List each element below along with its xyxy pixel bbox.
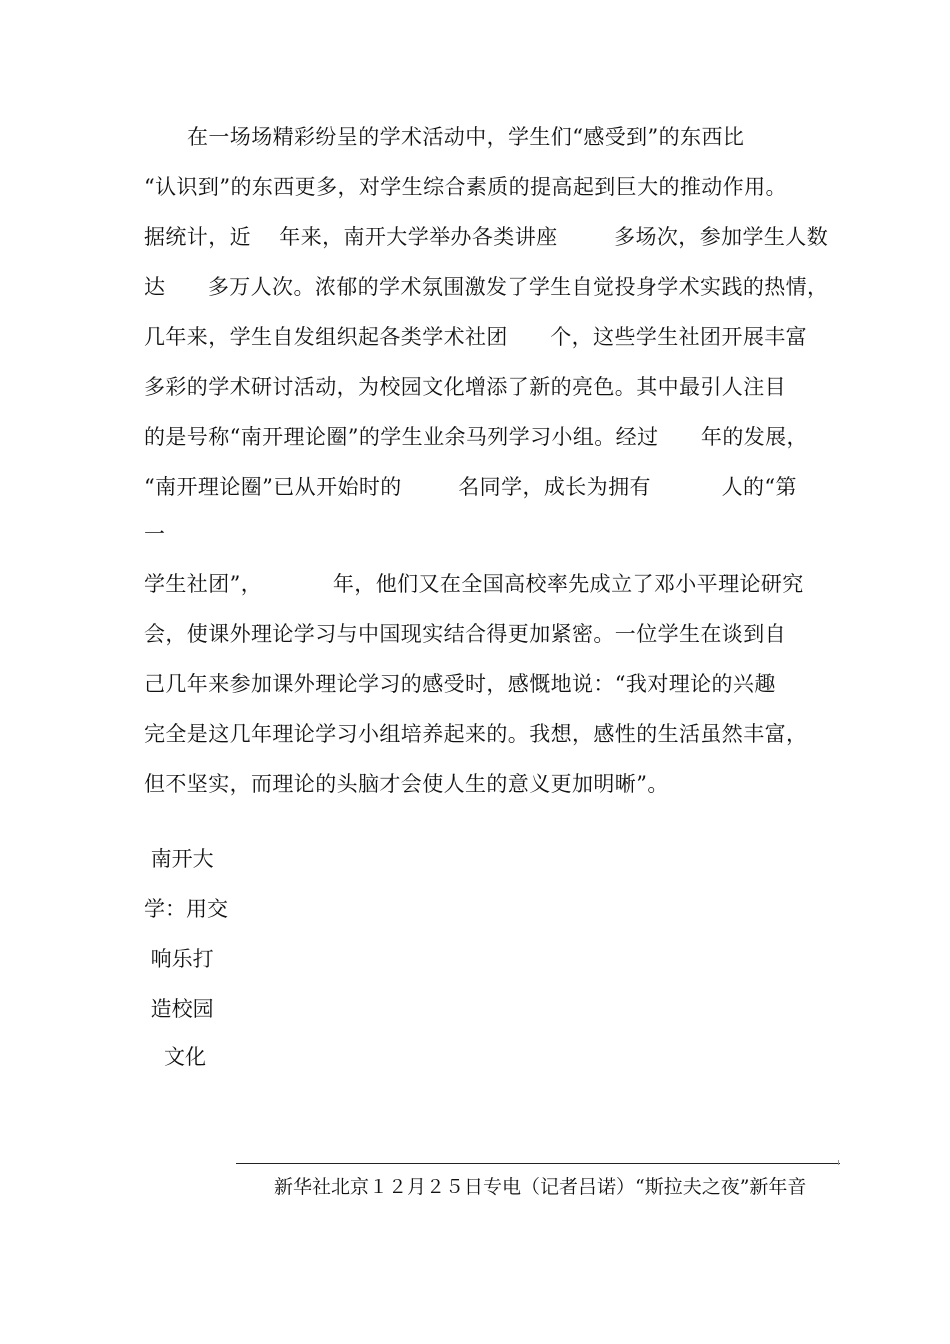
paragraph-line: 据统计，近 年来，南开大学举办各类讲座 多场次，参加学生人数 [144, 225, 829, 249]
horizontal-rule [236, 1163, 840, 1164]
news-dateline: 新华社北京１２月２５日专电（记者吕诺）“斯拉夫之夜”新年音 [274, 1176, 807, 1198]
paragraph-line: “南开理论圈”已从开始时的 名同学，成长为拥有 人的“第 [144, 475, 797, 499]
paragraph-line: 多彩的学术研讨活动，为校园文化增添了新的亮色。其中最引人注目 [144, 375, 786, 399]
section-title-line: 文化 [144, 1045, 207, 1069]
section-title-line: 造校园 [144, 997, 214, 1021]
paragraph-line: 会，使课外理论学习与中国现实结合得更加紧密。一位学生在谈到自 [144, 622, 786, 646]
paragraph-line: 但不坚实，而理论的头脑才会使人生的意义更加明晰”。 [144, 772, 669, 796]
paragraph-line: 的是号称“南开理论圈”的学生业余马列学习小组。经过 年的发展， [144, 425, 808, 449]
paragraph-line: 一 [144, 522, 166, 546]
section-title-line: 南开大 [144, 847, 214, 871]
paragraph-line: 达 多万人次。浓郁的学术氛围激发了学生自觉投身学术实践的热情， [144, 275, 829, 299]
paragraph-line: 在一场场精彩纷呈的学术活动中，学生们“感受到”的东西比 [187, 125, 745, 149]
section-title-line: 学：用交 [144, 897, 228, 921]
paragraph-line: 几年来，学生自发组织起各类学术社团 个，这些学生社团开展丰富 [144, 325, 808, 349]
paragraph-line: 完全是这几年理论学习小组培养起来的。我想，感性的生活虽然丰富， [144, 722, 808, 746]
paragraph-line: “认识到”的东西更多，对学生综合素质的提高起到巨大的推动作用。 [144, 175, 787, 199]
paragraph-line: 学生社团”， 年，他们又在全国高校率先成立了邓小平理论研究 [144, 572, 804, 596]
rule-end-mark [838, 1160, 839, 1165]
paragraph-line: 己几年来参加课外理论学习的感受时，感慨地说：“我对理论的兴趣 [144, 672, 776, 696]
section-title-line: 响乐打 [144, 947, 214, 971]
